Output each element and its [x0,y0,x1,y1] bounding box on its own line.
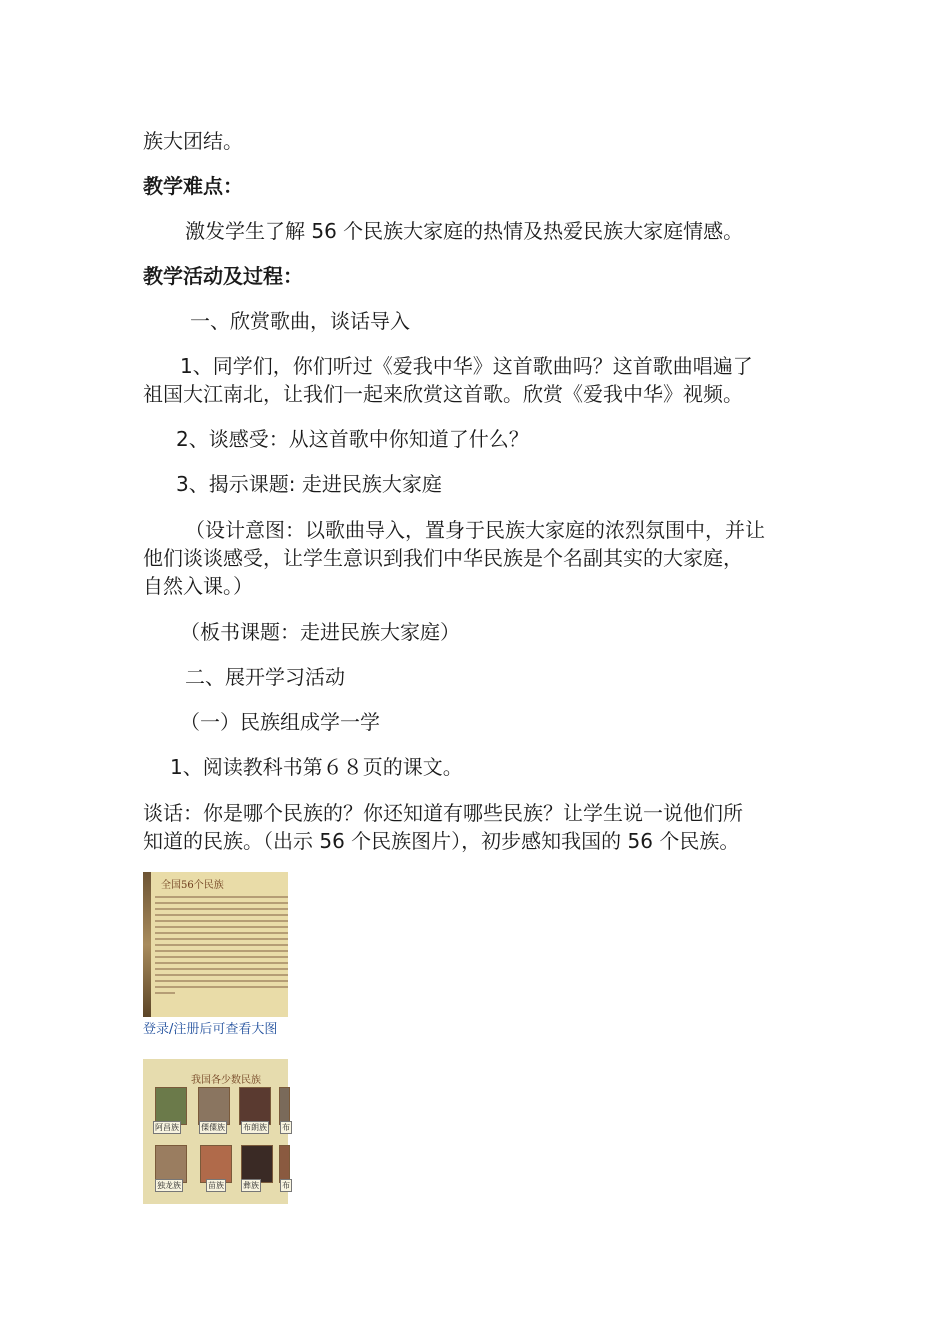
view-large-image-link[interactable]: 登录/注册后可查看大图 [143,1022,278,1037]
text-line: （板书课题：走进民族大家庭） [180,620,460,644]
text-line: 激发学生了解 56 个民族大家庭的热情及热爱民族大家庭情感。 [185,219,744,243]
text-line: （设计意图：以歌曲导入，置身于民族大家庭的浓烈氛围中，并让 [185,518,765,542]
portrait [239,1087,271,1125]
ethnic-tag: 苗族 [208,1181,224,1190]
portrait [155,1145,187,1183]
image-text-block [155,892,288,1011]
ethnic-tag: 布朗族 [243,1123,267,1132]
image-title: 全国56个民族 [161,880,224,891]
portrait [198,1087,230,1125]
minority-groups-image[interactable] [143,1059,288,1204]
portrait [241,1145,273,1183]
text-line: 族大团结。 [143,129,243,153]
ethnic-tag: 布 [282,1181,290,1190]
portrait [200,1145,232,1183]
section-heading: 一、欣赏歌曲，谈话导入 [190,309,410,333]
text-line: 1、同学们，你们听过《爱我中华》这首歌曲吗？这首歌曲唱遍了 [180,354,753,378]
image-footer [155,992,175,994]
text-line: 2、谈感受：从这首歌中你知道了什么？ [176,427,529,451]
text-line: 1、阅读教科书第６８页的课文。 [170,755,463,779]
section-heading: 二、展开学习活动 [185,665,345,689]
text-line: 祖国大江南北，让我们一起来欣赏这首歌。欣赏《爱我中华》视频。 [143,382,743,406]
text-line: 3、揭示课题: 走进民族大家庭 [176,472,442,496]
portrait [279,1087,290,1125]
image-title: 我国各少数民族 [191,1075,261,1086]
ethnic-tag: 阿昌族 [155,1123,179,1132]
ethnic-tag: 傈僳族 [201,1123,225,1132]
ethnic-tag: 彝族 [243,1181,259,1190]
subsection-heading: （一）民族组成学一学 [180,710,380,734]
heading-teaching-difficulty: 教学难点： [143,174,243,198]
text-line: 知道的民族。（出示 56 个民族图片），初步感知我国的 56 个民族。 [143,829,740,853]
portrait [279,1145,290,1183]
portrait [155,1087,187,1125]
ethnic-tag: 布 [282,1123,290,1132]
text-line: 他们谈谈感受，让学生意识到我们中华民族是个名副其实的大家庭， [143,546,743,570]
text-line: 自然入课。） [143,574,253,598]
ethnic-groups-list-image[interactable] [143,872,288,1017]
heading-teaching-process: 教学活动及过程： [143,264,303,288]
text-line: 谈话：你是哪个民族的？你还知道有哪些民族？让学生说一说他们所 [143,801,743,825]
image-border [143,872,151,1017]
ethnic-tag: 独龙族 [157,1181,181,1190]
